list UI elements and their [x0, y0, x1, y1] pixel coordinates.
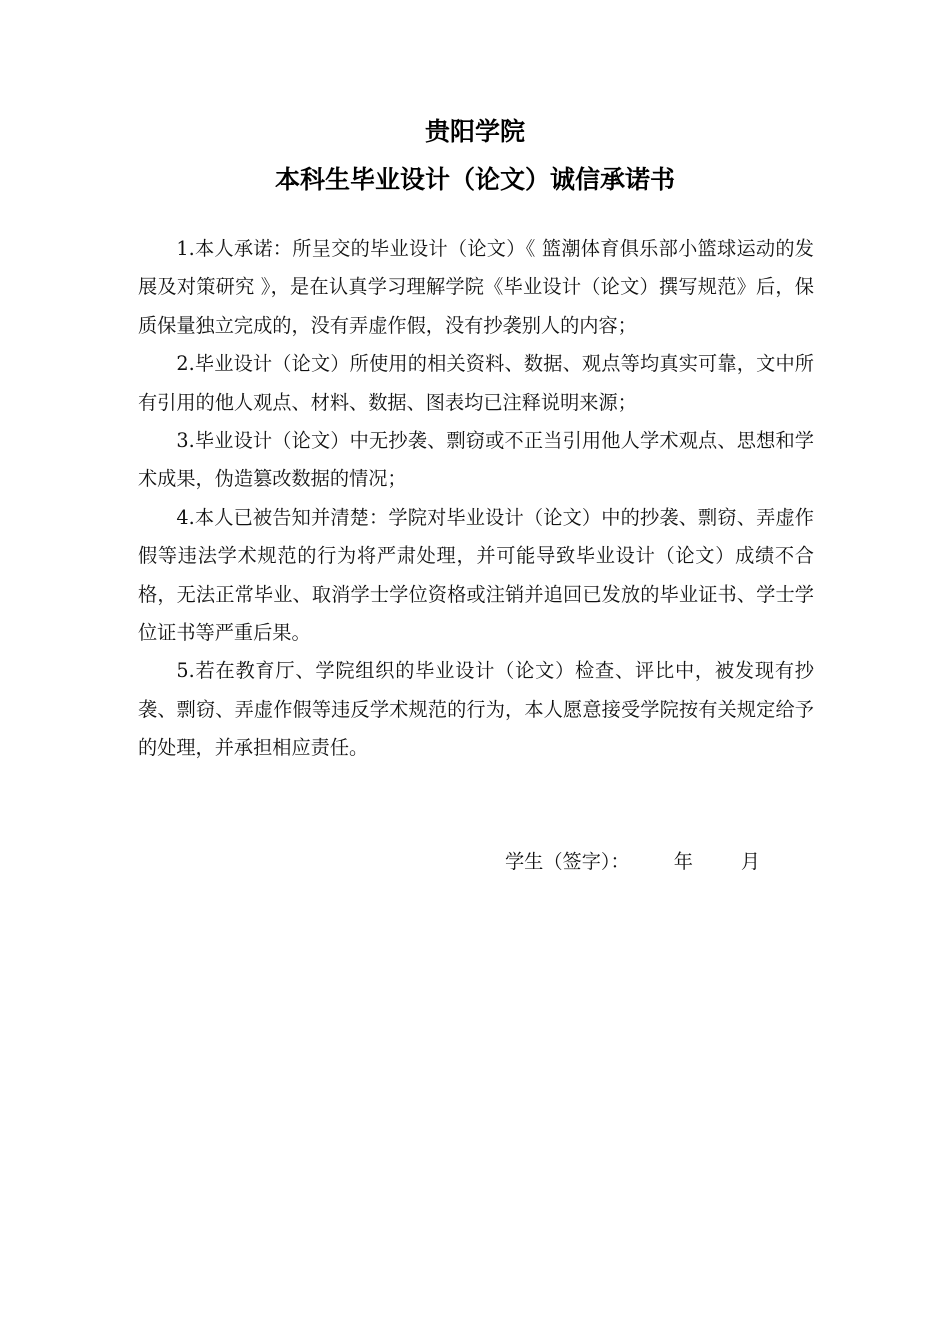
month-label: 月 — [740, 850, 761, 873]
pledge-body — [138, 230, 814, 768]
pledge-paragraph-1: 1.本人承诺：所呈交的毕业设计（论文）《 篮潮体育俱乐部小篮球运动的发展及对策研究 》，是在认真学习理解学院《毕业设计（论文）撰写规范》后，保质保量独立完成的，没有弄虚作假，没有抄袭别人的内容； — [138, 237, 814, 337]
institution-name: 贵阳学院 — [424, 117, 525, 146]
student-signature-label: 学生（签字）： — [505, 850, 630, 873]
signature-line — [505, 843, 760, 881]
pledge-paragraph-3: 3.毕业设计（论文）中无抄袭、剽窃或不正当引用他人学术观点、思想和学术成果，伪造篡改数据的情况； — [138, 429, 814, 491]
document-title: 本科生毕业设计（论文）诚信承诺书 — [274, 165, 675, 194]
year-label: 年 — [673, 850, 693, 873]
pledge-paragraph-2: 2.毕业设计（论文）所使用的相关资料、数据、观点等均真实可靠，文中所有引用的他人观点、材料、数据、图表均已注释说明来源； — [138, 352, 814, 414]
pledge-paragraph-5: 5.若在教育厅、学院组织的毕业设计（论文）检查、评比中，被发现有抄袭、剽窃、弄虚作假等违反学术规范的行为，本人愿意接受学院按有关规定给予的处理，并承担相应责任。 — [138, 659, 814, 760]
pledge-paragraph-4: 4.本人已被告知并清楚：学院对毕业设计（论文）中的抄袭、剽窃、弄虚作假等违法学术规范的行为将严肃处理，并可能导致毕业设计（论文）成绩不合格，无法正常毕业、取消学士学位资格或注销并追回已发放的毕业证书、学士学位证书等严重后果。 — [138, 505, 814, 645]
